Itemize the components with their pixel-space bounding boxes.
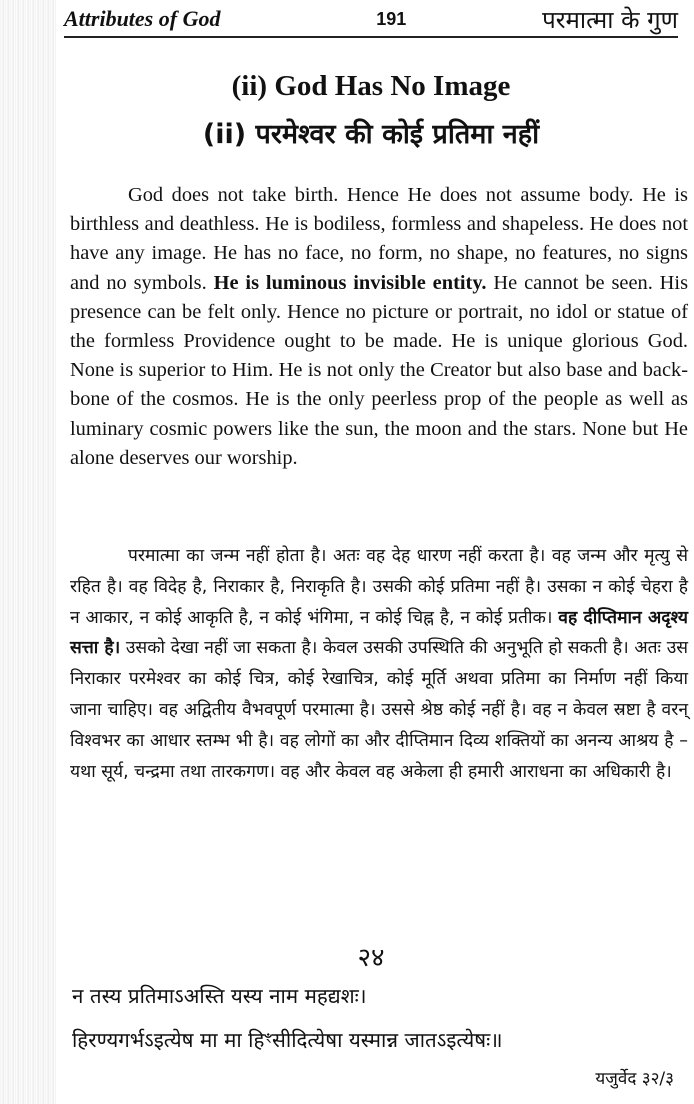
english-paragraph: [70, 181, 688, 473]
verse-line-1: न तस्य प्रतिमाऽअस्ति यस्य नाम महद्यशः।: [72, 984, 367, 1008]
hindi-text-part1: परमात्मा का जन्म नहीं होता है। अतः वह देह धारण नहीं करता है। वह जन्म और मृत्यु से रहित है। वह विदेह है, निराकार है, निराकृति है। उसकी कोई प्रतिमा नहीं है। उसका न कोई चेहरा है न आकार, न कोई आकृति है, न कोई भंगिमा, न कोई चिह्न है, न कोई प्रतीक।: [70, 546, 688, 628]
verse-line-2: हिरण्यगर्भऽइत्येष मा मा हिꣳसीदित्येषा यस्मान्न जातऽइत्येषः॥: [72, 1028, 503, 1052]
section-title-hindi: (ii) परमेश्वर की कोई प्रतिमा नहीं: [202, 119, 540, 150]
header-right-title: परमात्मा के गुण: [542, 5, 678, 34]
verse-reference: यजुर्वेद ३२/३: [595, 1069, 674, 1089]
hindi-text-bold: वह दीप्तिमान अदृश्य सत्ता है।: [70, 607, 688, 659]
page-number: 191: [376, 8, 407, 29]
hindi-paragraph: [70, 541, 688, 787]
hindi-text-part2: उसको देखा नहीं जा सकता है। केवल उसकी उपस्थिति की अनुभूति हो सकती है। अतः उस निराकार परमेश्वर का कोई चित्र, कोई रेखाचित्र, कोई मूर्ति अथवा प्रतिमा का निर्माण नहीं किया जाना चाहिए। वह अद्वितीय वैभवपूर्ण परमात्मा है। उससे श्रेष्ठ कोई नहीं है। वह न केवल स्रष्टा है वरन् विश्वभर का आधार स्तम्भ भी है। वह लोगों का और दीप्तिमान दिव्य शक्तियों का अनन्य आश्रय है – यथा सूर्य, चन्द्रमा तथा तारकगण। वह और केवल वह अकेला ही हमारी आराधना का अधिकारी है।: [70, 638, 688, 782]
page-gutter-shadow: [0, 0, 56, 1104]
running-header: [64, 2, 678, 38]
header-left-title: Attributes of God: [64, 6, 221, 31]
verse-number: २४: [357, 943, 385, 973]
english-text-bold: He is luminous invisible entity.: [213, 271, 487, 294]
english-text-part2: He cannot be seen. His presence can be felt only. Hence no picture or portrait, no idol or statue of the formless Providence ought to be made. He is unique glorious God. None is superior to Him. He is not only the Creator but also base and back-bone of the cosmos. He is the only peerless prop of the people as well as luminary cosmic powers like the sun, the moon and the stars. None but He alone deserves our worship.: [70, 271, 689, 469]
header-left-group: [64, 6, 220, 32]
section-title-english: (ii) God Has No Image: [231, 70, 511, 102]
english-text-part1: God does not take birth. Hence He does not assume body. He is birthless and deathless. He is bodiless, formless and shapeless. He does not have any image. He has no face, no form, no shape, no features, no signs and no symbols.: [70, 184, 688, 294]
